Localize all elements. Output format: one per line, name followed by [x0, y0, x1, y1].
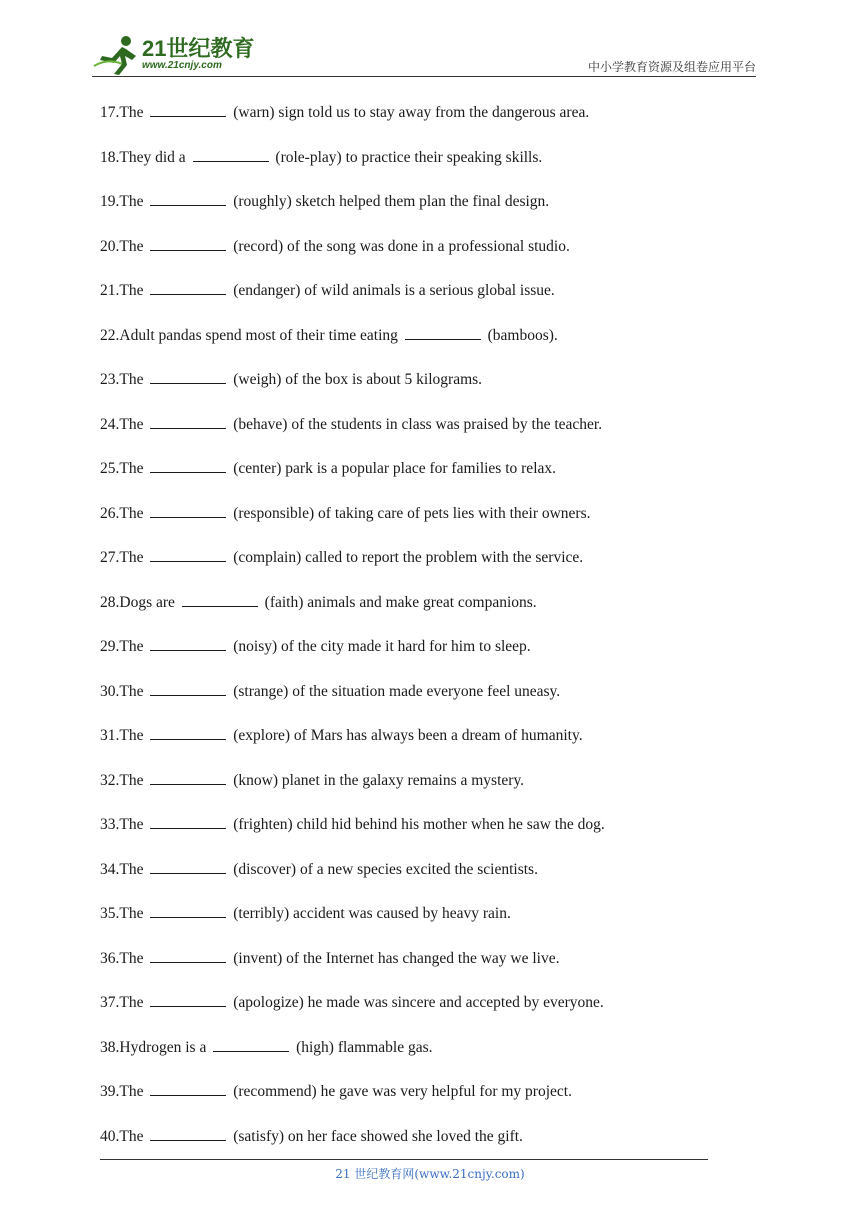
- answer-blank[interactable]: [150, 770, 226, 785]
- question-item: [100, 1081, 720, 1126]
- answer-blank[interactable]: [150, 280, 226, 295]
- footer-text[interactable]: 21 世纪教育网(www.21cnjy.com): [335, 1167, 525, 1181]
- question-item: [100, 636, 720, 681]
- header-divider: [92, 76, 756, 77]
- question-suffix: (strange) of the situation made everyone feel uneasy.: [229, 682, 561, 700]
- question-suffix: (weigh) of the box is about 5 kilograms.: [229, 371, 483, 388]
- question-item: [100, 191, 720, 236]
- answer-blank[interactable]: [150, 1081, 226, 1096]
- question-suffix: (roughly) sketch helped them plan the final design.: [229, 193, 550, 210]
- question-item: [100, 725, 720, 770]
- question-prefix: 25.The: [100, 460, 148, 477]
- runner-icon: [92, 34, 142, 76]
- question-prefix: 19.The: [100, 193, 148, 210]
- question-suffix: (bamboos).: [483, 326, 558, 344]
- question-item: [100, 681, 720, 726]
- answer-blank[interactable]: [150, 236, 226, 251]
- answer-blank[interactable]: [150, 503, 226, 518]
- question-item: [100, 325, 720, 370]
- question-item: [100, 503, 720, 548]
- question-suffix: (center) park is a popular place for families to relax.: [229, 460, 557, 477]
- question-prefix: 24.The: [100, 415, 148, 433]
- question-prefix: 35.The: [100, 905, 148, 922]
- question-prefix: 18.They did a: [100, 148, 190, 166]
- answer-blank[interactable]: [150, 681, 226, 696]
- answer-blank[interactable]: [150, 547, 226, 562]
- question-prefix: 37.The: [100, 994, 148, 1011]
- question-item: [100, 814, 720, 859]
- question-suffix: (record) of the song was done in a professional studio.: [229, 237, 570, 255]
- question-suffix: (endanger) of wild animals is a serious global issue.: [229, 282, 555, 299]
- question-suffix: (frighten) child hid behind his mother when he saw the dog.: [229, 816, 605, 833]
- question-item: [100, 859, 720, 904]
- question-prefix: 30.The: [100, 682, 148, 700]
- answer-blank[interactable]: [150, 102, 226, 117]
- answer-blank[interactable]: [150, 369, 226, 384]
- question-suffix: (faith) animals and make great companions.: [260, 593, 537, 611]
- question-prefix: 26.The: [100, 504, 148, 522]
- question-suffix: (warn) sign told us to stay away from the dangerous area.: [229, 104, 590, 121]
- question-prefix: 20.The: [100, 237, 148, 255]
- question-suffix: (know) planet in the galaxy remains a mystery.: [229, 771, 525, 789]
- question-suffix: (role-play) to practice their speaking skills.: [271, 148, 543, 166]
- question-suffix: (explore) of Mars has always been a dream of humanity.: [229, 727, 583, 744]
- question-item: [100, 948, 720, 993]
- answer-blank[interactable]: [150, 903, 226, 918]
- question-item: [100, 592, 720, 637]
- question-item: [100, 992, 720, 1037]
- question-prefix: 40.The: [100, 1127, 148, 1145]
- answer-blank[interactable]: [193, 147, 269, 162]
- question-prefix: 33.The: [100, 816, 148, 833]
- answer-blank[interactable]: [150, 992, 226, 1007]
- question-prefix: 29.The: [100, 638, 148, 655]
- answer-blank[interactable]: [150, 948, 226, 963]
- question-suffix: (invent) of the Internet has changed the way we live.: [229, 949, 560, 967]
- logo-url: www.21cnjy.com: [142, 60, 222, 71]
- question-prefix: 17.The: [100, 104, 148, 121]
- question-prefix: 21.The: [100, 282, 148, 299]
- question-item: [100, 1037, 720, 1082]
- question-suffix: (apologize) he made was sincere and accepted by everyone.: [229, 994, 604, 1011]
- header-platform-name: 中小学教育资源及组卷应用平台: [587, 60, 756, 74]
- answer-blank[interactable]: [150, 458, 226, 473]
- question-item: [100, 547, 720, 592]
- question-prefix: 28.Dogs are: [100, 593, 179, 611]
- question-prefix: 31.The: [100, 727, 148, 744]
- answer-blank[interactable]: [150, 725, 226, 740]
- question-suffix: (satisfy) on her face showed she loved the gift.: [229, 1127, 523, 1145]
- question-item: [100, 280, 720, 325]
- question-prefix: 23.The: [100, 371, 148, 388]
- question-prefix: 36.The: [100, 949, 148, 967]
- question-suffix: (noisy) of the city made it hard for him to sleep.: [229, 638, 531, 655]
- question-suffix: (behave) of the students in class was praised by the teacher.: [229, 415, 603, 433]
- answer-blank[interactable]: [150, 191, 226, 206]
- question-list: [100, 102, 720, 1170]
- question-item: [100, 458, 720, 503]
- question-item: [100, 236, 720, 281]
- question-item: [100, 770, 720, 815]
- answer-blank[interactable]: [182, 592, 258, 607]
- answer-blank[interactable]: [150, 859, 226, 874]
- question-item: [100, 414, 720, 459]
- site-logo: [92, 34, 262, 76]
- answer-blank[interactable]: [150, 1126, 226, 1141]
- question-prefix: 38.Hydrogen is a: [100, 1038, 211, 1056]
- question-suffix: (complain) called to report the problem with the service.: [229, 549, 584, 566]
- question-suffix: (high) flammable gas.: [292, 1038, 433, 1056]
- question-item: [100, 369, 720, 414]
- question-item: [100, 903, 720, 948]
- footer-divider: [100, 1159, 708, 1160]
- question-suffix: (responsible) of taking care of pets lies with their owners.: [229, 504, 591, 522]
- question-item: [100, 147, 720, 192]
- question-item: [100, 1126, 720, 1171]
- answer-blank[interactable]: [150, 814, 226, 829]
- question-prefix: 22.Adult pandas spend most of their time eating: [100, 326, 402, 344]
- question-prefix: 34.The: [100, 860, 148, 878]
- question-prefix: 39.The: [100, 1083, 148, 1100]
- page-header: [92, 30, 756, 78]
- question-suffix: (terribly) accident was caused by heavy rain.: [229, 905, 511, 922]
- question-suffix: (discover) of a new species excited the scientists.: [229, 860, 538, 878]
- answer-blank[interactable]: [213, 1037, 289, 1052]
- answer-blank[interactable]: [150, 636, 226, 651]
- answer-blank[interactable]: [405, 325, 481, 340]
- question-item: [100, 102, 720, 147]
- question-prefix: 32.The: [100, 771, 148, 789]
- answer-blank[interactable]: [150, 414, 226, 429]
- question-suffix: (recommend) he gave was very helpful for my project.: [229, 1083, 572, 1100]
- question-prefix: 27.The: [100, 549, 148, 566]
- logo-wordmark: 21世纪教育: [142, 36, 255, 61]
